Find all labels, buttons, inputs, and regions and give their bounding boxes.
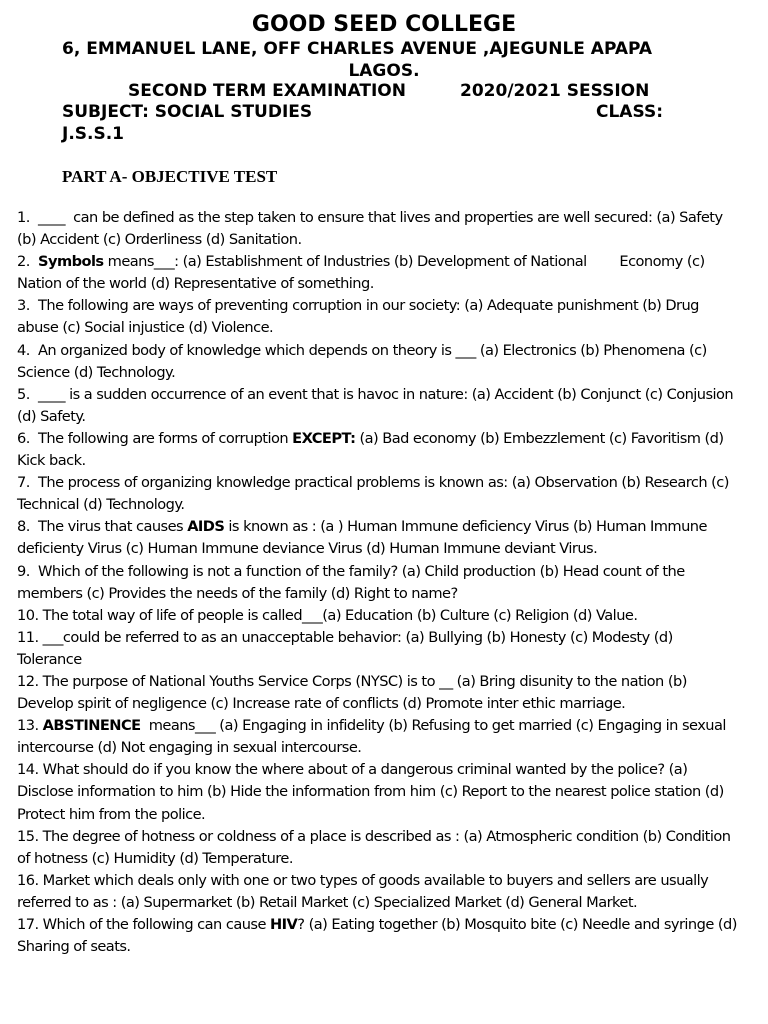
question-text: 13. [17, 717, 43, 735]
question-item [17, 627, 737, 671]
address-line-2: LAGOS. [348, 61, 420, 81]
question-text: 17. Which of the following can cause [17, 916, 270, 933]
question-emphasis: Symbols [38, 253, 104, 271]
question-item [17, 561, 737, 605]
question-text: means___ (a) Engaging in infidelity (b) Refusing to get married (c) Engaging in sexual intercourse (d) Not engaging in sexual intercourse. [17, 717, 730, 757]
question-text: is known as : (a ) Human Immune deficiency Virus (b) Human Immune deficienty Virus (c) Human Immune deviance Virus (d) Human Immune deviant Virus. [17, 518, 712, 558]
question-text: 10. The total way of life of people is called___(a) Education (b) Culture (c) Religion (d) Value. [17, 606, 638, 624]
question-item [17, 251, 737, 295]
question-item [17, 826, 737, 870]
address-line-1: 6, EMMANUEL LANE, OFF CHARLES AVENUE ,AJEGUNLE APAPA [62, 39, 653, 59]
question-item [17, 671, 737, 715]
question-text: (a) Bad economy (b) Embezzlement (c) Favoritism (d) Kick back. [17, 429, 728, 470]
session-label: 2020/2021 SESSION [460, 81, 650, 101]
question-item [17, 428, 737, 472]
question-item [17, 605, 737, 627]
question-emphasis: EXCEPT: [292, 429, 356, 447]
question-text: 15. The degree of hotness or coldness of a place is described as : (a) Atmospheric condition (b) Condition of hotness (c) Humidity (d) Temperature. [17, 827, 735, 867]
exam-title: SECOND TERM EXAMINATION [128, 81, 406, 101]
question-item [17, 715, 737, 759]
question-text: means___: (a) Establishment of Industries (b) Development of National Economy (c) Nation of the world (d) Representative of something. [17, 253, 709, 293]
question-text: 2. [17, 253, 39, 271]
question-text: 4. An organized body of knowledge which depends on theory is ___ (a) Electronics (b) Phenomena (c) Science (d) Technology. [17, 341, 711, 381]
question-text: 5. ____ is a sudden occurrence of an event that is havoc in nature: (a) Accident (b) Conjunct (c) Conjusion (d) Safety. [17, 385, 738, 425]
question-item [17, 914, 741, 958]
question-text: 7. The process of organizing knowledge practical problems is known as: (a) Observation (b) Research (c) Technical (d) Technology. [17, 474, 733, 514]
question-item [17, 870, 737, 914]
question-item [17, 340, 737, 384]
question-item [17, 207, 737, 251]
question-text: 8. The virus that causes [17, 518, 188, 536]
question-text: ? (a) Eating together (b) Mosquito bite (c) Needle and syringe (d) Sharing of seats. [17, 916, 741, 956]
question-text: 1. ____ can be defined as the step taken to ensure that lives and properties are well secured: (a) Safety (b) Accident (c) Orderliness (d) Sanitation. [17, 209, 727, 249]
part-title: PART A- OBJECTIVE TEST [62, 167, 278, 186]
question-text: 11. ___could be referred to as an unacceptable behavior: (a) Bullying (b) Honesty (c) Modesty (d) Tolerance [17, 628, 677, 668]
question-emphasis: HIV [269, 916, 298, 933]
class-value: J.S.S.1 [62, 124, 125, 144]
question-item [17, 295, 737, 339]
subject-label: SUBJECT: SOCIAL STUDIES [62, 102, 313, 122]
college-name: GOOD SEED COLLEGE [251, 12, 517, 37]
question-text: 12. The purpose of National Youths Service Corps (NYSC) is to __ (a) Bring disunity to the nation (b) Develop spirit of negligence (c) Increase rate of conflicts (d) Promote inter ethic marriage. [17, 672, 691, 713]
question-emphasis: AIDS [187, 518, 225, 536]
class-label: CLASS: [596, 102, 663, 122]
question-list [17, 207, 741, 958]
question-text: 14. What should do if you know the where about of a dangerous criminal wanted by the police? (a) Disclose information to him (b) Hide the information from him (c) Report to the nearest police station (d) Protect him from the police. [17, 761, 728, 823]
question-text: 16. Market which deals only with one or two types of goods available to buyers and sellers are usually referred to as : (a) Supermarket (b) Retail Market (c) Specialized Market (d) General Market. [17, 871, 713, 911]
question-text: 6. The following are forms of corruption [17, 429, 293, 447]
question-item [17, 472, 737, 516]
question-text: 3. The following are ways of preventing corruption in our society: (a) Adequate punishment (b) Drug abuse (c) Social injustice (d) Violence. [17, 297, 703, 337]
question-emphasis: ABSTINENCE [42, 717, 141, 735]
question-text: 9. Which of the following is not a function of the family? (a) Child production (b) Head count of the members (c) Provides the needs of the family (d) Right to name? [17, 562, 689, 602]
question-item [17, 384, 737, 428]
question-item [17, 759, 737, 825]
question-item [17, 516, 737, 560]
